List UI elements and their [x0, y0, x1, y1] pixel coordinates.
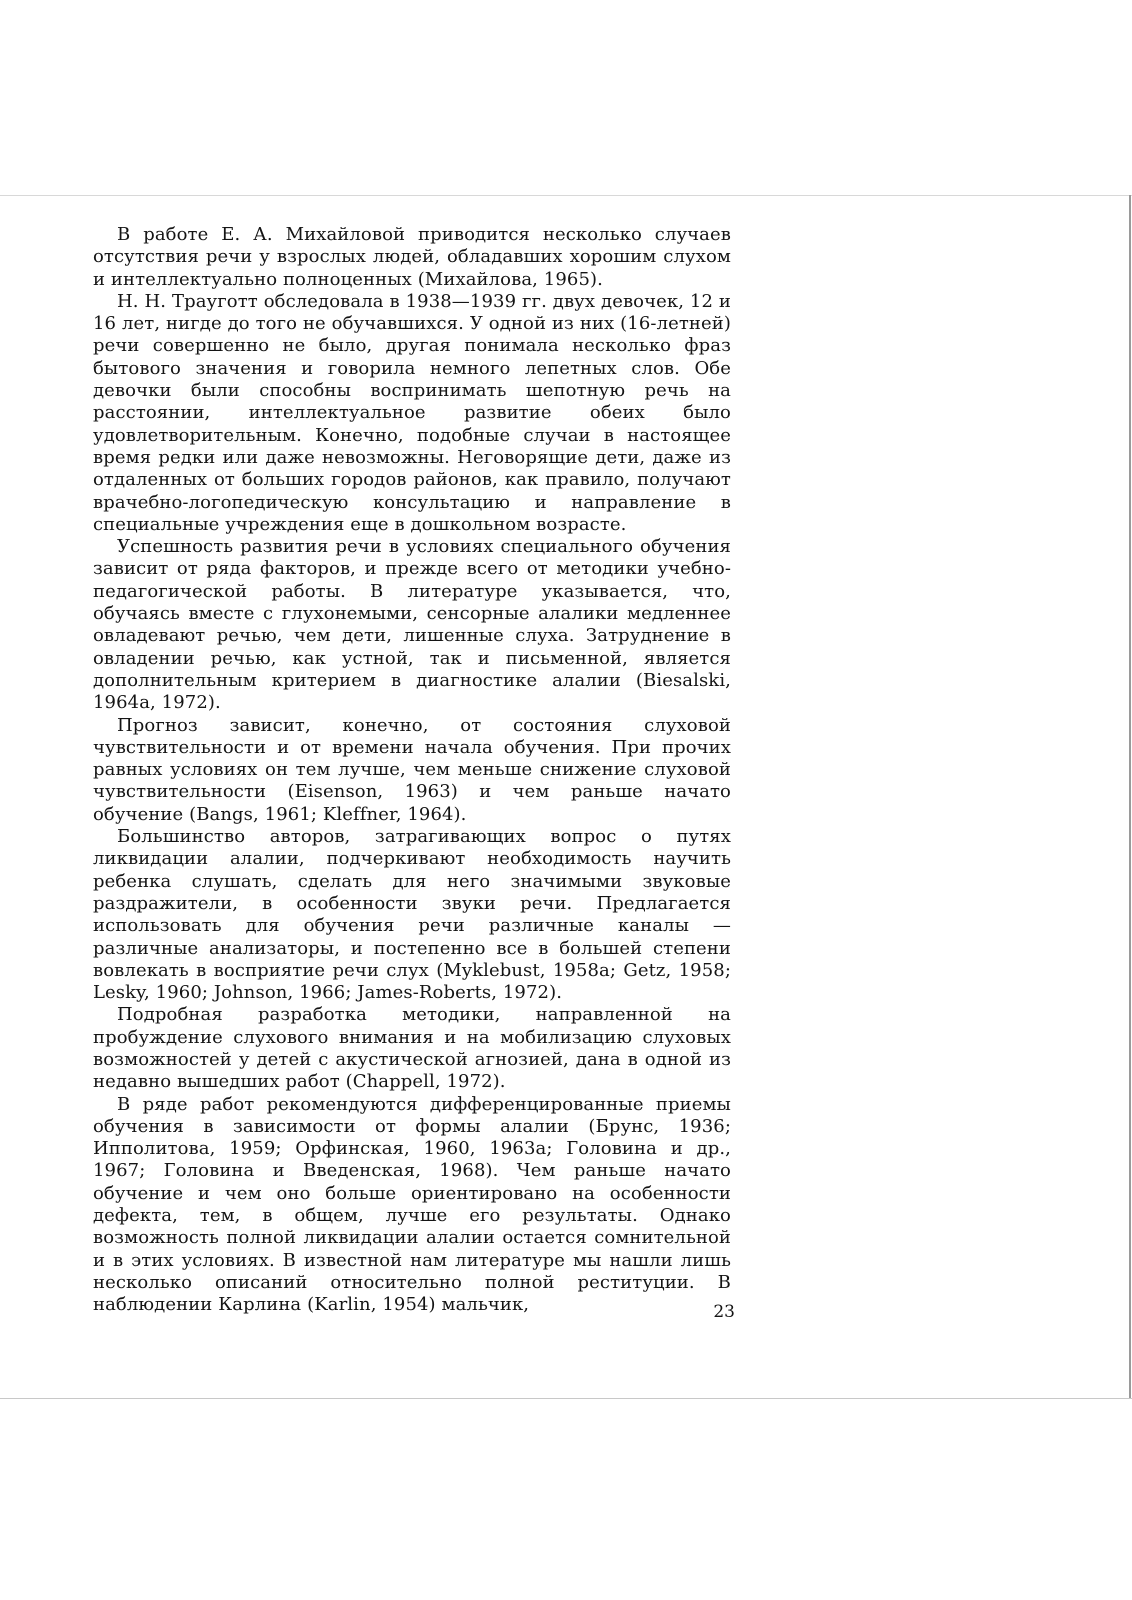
paragraph-methodology: Подробная разработка методики, направленной на пробуждение слухового внимания и на мобилизацию слуховых возможностей у детей с акустической агнозией, дана в одной из недавно вышедших работ (Chappell, 1972). — [93, 1004, 731, 1093]
scan-top-edge — [0, 195, 1132, 196]
paragraph-mikhailova: В работе Е. А. Михайловой приводится несколько случаев отсутствия речи у взрослых людей, обладавших хорошим слухом и интеллектуально полноценных (Михайлова, 1965). — [93, 224, 731, 290]
paragraph-differentiated-methods: В ряде работ рекомендуются дифференцированные приемы обучения в зависимости от формы алалии (Брунс, 1936; Ипполитова, 1959; Орфинская, 1960, 1963a; Головина и др., 1967; Головина и Введенская, 1968). Чем раньше начато обучение и чем оно больше ориентировано на особенности дефекта, тем, в общем, лучше его результаты. Однако возможность полной ликвидации алалии остается сомнительной и в этих условиях. В известной нам литературе мы нашли лишь несколько описаний относительно полной реституции. В наблюдении Карлина (Karlin, 1954) мальчик, — [93, 1093, 731, 1316]
paragraph-listening: Большинство авторов, затрагивающих вопрос о путях ликвидации алалии, подчеркивают необходимость научить ребенка слушать, сделать для него значимыми звуковые раздражители, в особенности звуки речи. Предлагается использовать для обучения речи различные каналы — различные анализаторы, и постепенно все в большей степени вовлекать в восприятие речи слух (Myklebust, 1958a; Getz, 1958; Lesky, 1960; Johnson, 1966; James-Roberts, 1972). — [93, 826, 731, 1004]
paragraph-traugott: Н. Н. Трауготт обследовала в 1938—1939 гг. двух девочек, 12 и 16 лет, нигде до того не обучавшихся. У одной из них (16-летней) речи совершенно не было, другая понимала несколько фраз бытового значения и говорила немного лепетных слов. Обе девочки были способны воспринимать шепотную речь на расстоянии, интеллектуальное развитие обеих было удовлетворительным. Конечно, подобные случаи в настоящее время редки или даже невозможны. Неговорящие дети, даже из отдаленных от больших городов районов, как правило, получают врачебно-логопедическую консультацию и направление в специальные учреждения еще в дошкольном возрасте. — [93, 290, 731, 535]
scan-bottom-edge — [0, 1398, 1132, 1399]
paragraph-prognosis: Прогноз зависит, конечно, от состояния слуховой чувствительности и от времени начала обучения. При прочих равных условиях он тем лучше, чем меньше снижение слуховой чувствительности (Eisenson, 1963) и чем раньше начато обучение (Bangs, 1961; Kleffner, 1964). — [93, 714, 731, 825]
paragraph-success-factors: Успешность развития речи в условиях специального обучения зависит от ряда факторов, и прежде всего от методики учебно-педагогической работы. В литературе указывается, что, обучаясь вместе с глухонемыми, сенсорные алалики медленнее овладевают речью, чем дети, лишенные слуха. Затруднение в овладении речью, как устной, так и письменной, является дополнительным критерием в диагностике алалии (Biesalski, 1964a, 1972). — [93, 536, 731, 714]
scan-right-edge — [1129, 195, 1131, 1398]
page-number: 23 — [713, 1302, 735, 1322]
page-body-text — [93, 224, 731, 1317]
